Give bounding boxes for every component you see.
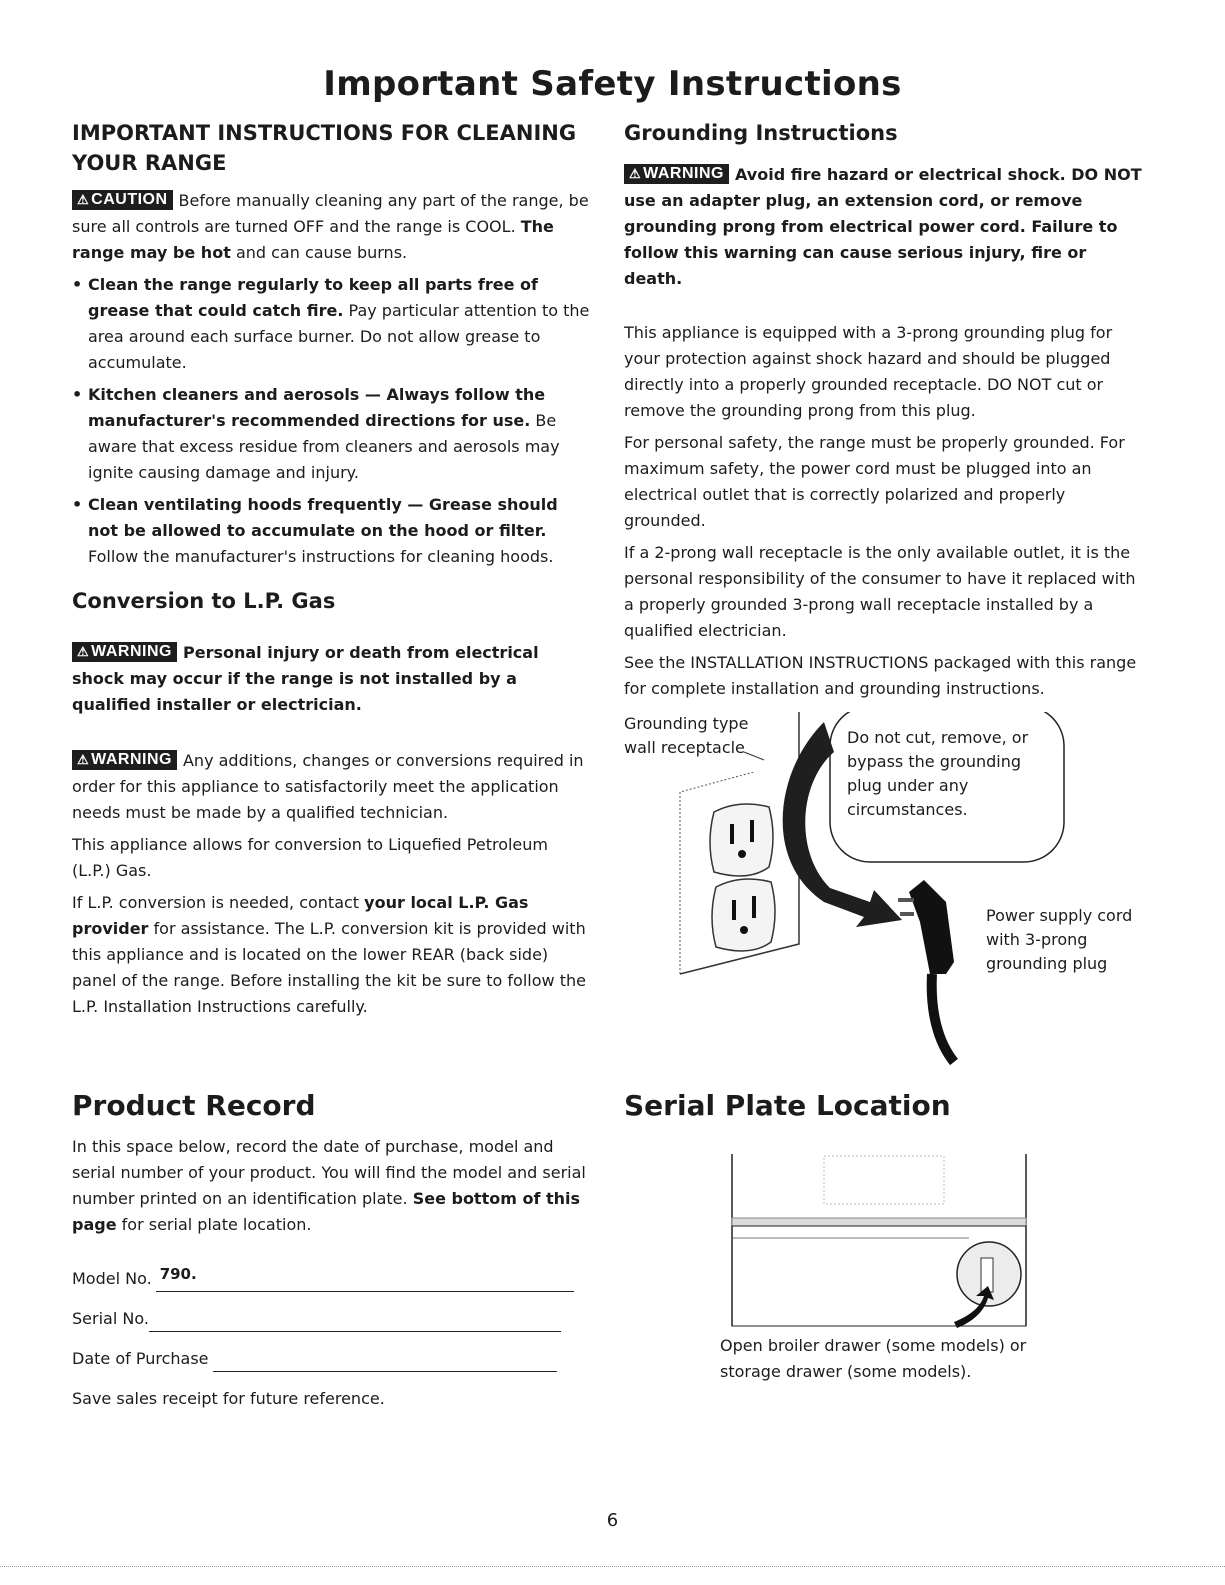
receptacle-label-line2: wall receptacle [624,738,745,757]
warning-badge-label: WARNING [91,643,172,660]
cleaning-heading [72,118,590,178]
page-title: Important Safety Instructions [323,64,902,104]
conversion-heading: Conversion to L.P. Gas [72,589,336,613]
warning-triangle-icon: ⚠ [77,752,90,767]
warning-badge [72,642,177,662]
bubble-line1: Do not cut, remove, or [847,728,1029,747]
conversion-para-2-bold: your local L.P. Gas provider [72,893,529,938]
warning-text: Avoid fire hazard or electrical shock. DO NOT use an adapter plug, an extension cord, or remove grounding prong from electrical power cord. Failure to follow this warning can cause serious injury, fire or death. [624,165,1142,288]
conversion-warning-1 [72,640,590,718]
date-field [72,1346,590,1372]
list-item: • Kitchen cleaners and aerosols — Always follow the manufacturer's recommended directions for use. Be aware that excess residue from cleaners and aerosols may ignite causing damage and injury. [72,385,560,482]
serial-plate-section [624,1088,1144,1391]
grounding-para-2: For personal safety, the range must be properly grounded. For maximum safety, the power cord must be plugged into an electrical outlet that is correctly polarized and properly grounded. [624,433,1125,530]
warning-badge [624,164,729,184]
conversion-para-2 [72,890,590,1020]
grounding-para-3: If a 2-prong wall receptacle is the only available outlet, it is the personal responsibility of the consumer to have it replaced with a properly grounded 3-prong wall receptacle installed by a qualified electrician. [624,543,1136,640]
conversion-para-1: This appliance allows for conversion to Liquefied Petroleum (L.P.) Gas. [72,835,548,880]
cord-label-line1: Power supply cord [986,906,1133,925]
serial-plate-drawing [624,1126,1144,1331]
bullet-text: Be aware that excess residue from cleaners and aerosols may ignite causing damage and injury. [88,411,560,482]
date-label: Date of Purchase [72,1349,209,1368]
grounding-illustration [624,712,1144,1072]
caution-badge [72,190,173,210]
bullet-text: Follow the manufacturer's instructions for cleaning hoods. [88,547,554,566]
cord-label-line2: with 3-prong [986,930,1088,949]
conversion-para-2-end: for assistance. The L.P. conversion kit is provided with this appliance and is located on the lower REAR (back side) panel of the range. Before installing the kit be sure to follow the L.P. Installation Instructions carefully. [72,919,586,1016]
grounding-warning [624,162,1144,292]
warning-badge-label: WARNING [643,165,724,182]
bullet-bold: Kitchen cleaners and aerosols — Always follow the manufacturer's recommended directions for use. [88,385,546,430]
cleaning-heading-line1: IMPORTANT INSTRUCTIONS FOR CLEANING [72,121,577,145]
intro-text-end: for serial plate location. [121,1215,312,1234]
caution-text: Before manually cleaning any part of the range, be sure all controls are turned OFF and the range is COOL. [72,191,589,236]
model-label: Model No. [72,1269,152,1288]
intro-text: In this space below, record the date of purchase, model and serial number of your product. You will find the model and serial number printed on an identification plate. [72,1137,586,1208]
grounding-heading: Grounding Instructions [624,121,898,145]
serial-field [72,1306,590,1332]
caption-line1: Open broiler drawer (some models) or [720,1336,1027,1355]
bubble-line3: plug under any [847,776,969,795]
left-column [72,118,590,1026]
serial-plate-caption [720,1333,1144,1385]
grounding-para-1: This appliance is equipped with a 3-prong grounding plug for your protection against shock hazard and should be plugged directly into a properly grounded receptacle. DO NOT cut or remove the grounding prong from this plug. [624,323,1113,420]
warning-triangle-icon: ⚠ [77,644,90,659]
grounding-para-4: See the INSTALLATION INSTRUCTIONS packaged with this range for complete installation and grounding instructions. [624,653,1137,698]
warning-triangle-icon: ⚠ [629,166,642,181]
page-number: 6 [606,1510,619,1531]
receptacle-label-line1: Grounding type [624,714,749,733]
list-item: • Clean ventilating hoods frequently — Grease should not be allowed to accumulate on the hood or filter. Follow the manufacturer's instructions for cleaning hoods. [72,495,558,566]
serial-line[interactable] [149,1309,561,1332]
model-line[interactable] [156,1265,574,1292]
cleaning-heading-line2: YOUR RANGE [72,151,227,175]
bubble-line2: bypass the grounding [847,752,1022,771]
conversion-warning-2 [72,748,590,826]
cleaning-bullets [72,272,590,570]
product-record-heading: Product Record [72,1089,316,1122]
warning-text: Personal injury or death from electrical shock may occur if the range is not installed by a qualified installer or electrician. [72,643,539,714]
conversion-para-2-start: If L.P. conversion is needed, contact [72,893,360,912]
product-record-intro [72,1134,590,1238]
bullet-text: Pay particular attention to the area around each surface burner. Do not allow grease to accumulate. [88,301,590,372]
bubble-line4: circumstances. [847,800,968,819]
save-note: Save sales receipt for future reference. [72,1389,385,1408]
product-record-section [72,1088,590,1418]
bullet-bold: Clean the range regularly to keep all parts free of grease that could catch fire. [88,275,538,320]
right-column [624,118,1144,708]
model-value: 790. [159,1265,197,1283]
bottom-divider [0,1566,1225,1567]
model-field [72,1266,590,1292]
caution-badge-label: CAUTION [91,191,168,208]
grounding-bubble-text [847,726,1028,822]
cord-label [986,904,1132,976]
caution-text-end: and can cause burns. [235,243,408,262]
warning-badge-label: WARNING [91,751,172,768]
caption-line2: storage drawer (some models). [720,1362,972,1381]
list-item: • Clean the range regularly to keep all parts free of grease that could catch fire. Pay particular attention to the area around each surface burner. Do not allow grease to accumulate. [72,275,590,372]
intro-bold: See bottom of this page [72,1189,581,1234]
caution-paragraph [72,188,590,266]
warning-triangle-icon: ⚠ [77,192,90,207]
serial-plate-heading: Serial Plate Location [624,1089,951,1122]
warning-text: Any additions, changes or conversions required in order for this appliance to satisfactorily meet the application needs must be made by a qualified technician. [72,751,584,822]
warning-badge [72,750,177,770]
cord-label-line3: grounding plug [986,954,1108,973]
date-line[interactable] [213,1349,557,1372]
bullet-bold: Clean ventilating hoods frequently — Grease should not be allowed to accumulate on the hood or filter. [88,495,558,540]
serial-label: Serial No. [72,1309,149,1328]
caution-bold-text: The range may be hot [72,217,554,262]
